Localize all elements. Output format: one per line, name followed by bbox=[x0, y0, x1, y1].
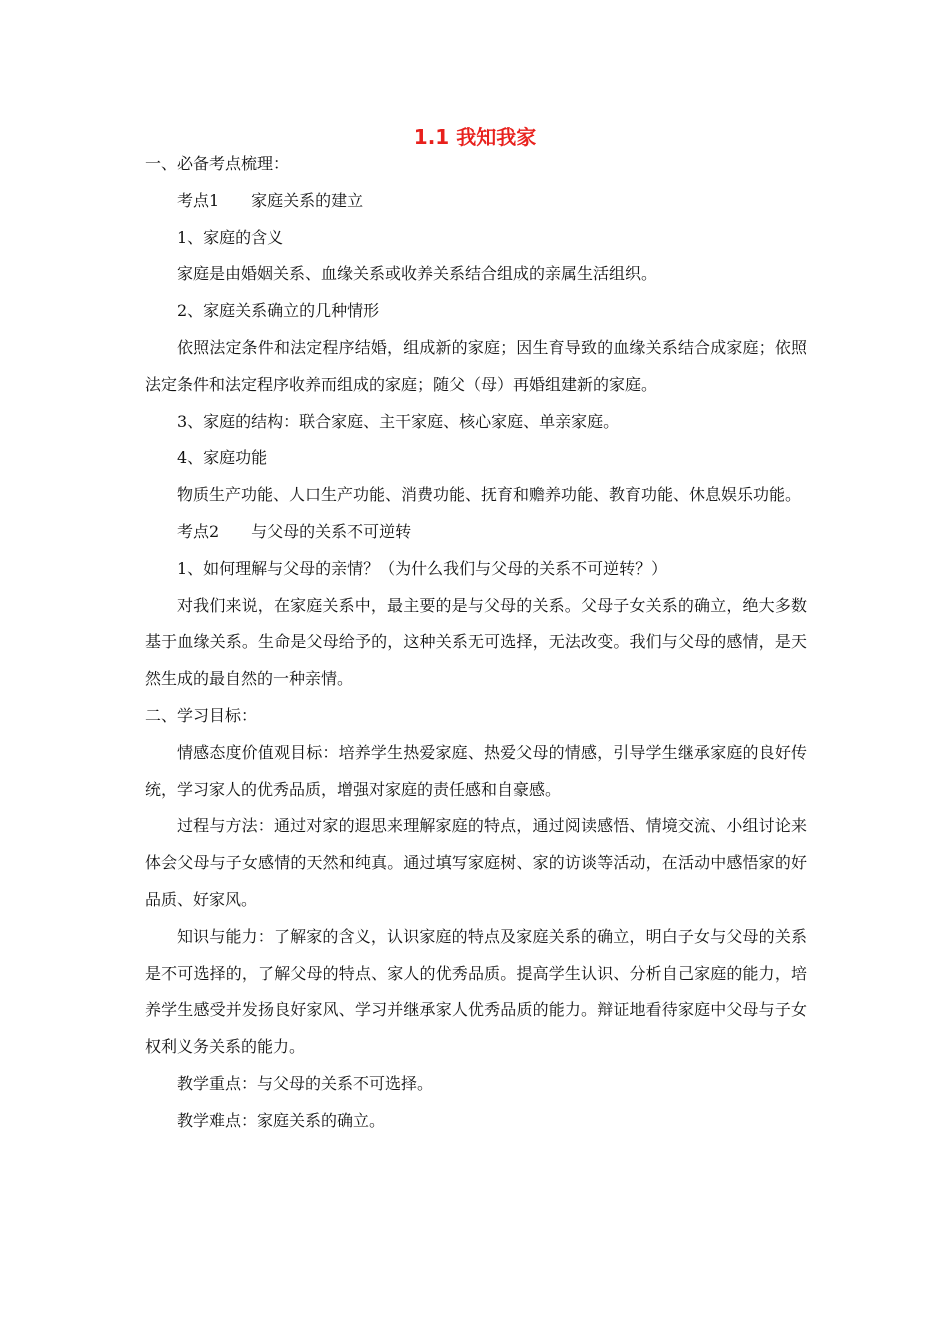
paragraph-knowledge-ability: 知识与能力：了解家的含义，认识家庭的特点及家庭关系的确立，明白子女与父母的关系是不可选择的，了解父母的特点、家人的优秀品质。提高学生认识、分析自己家庭的能力，培养学生感受并发扬良好家风、学习并继承家人优秀品质的能力。辩证地看待家庭中父母与子女权利义务关系的能力。 bbox=[145, 926, 807, 1057]
document-body bbox=[145, 146, 807, 1140]
paragraph-parent-relationship: 对我们来说，在家庭关系中，最主要的是与父母的关系。父母子女关系的确立，绝大多数基于血缘关系。生命是父母给予的，这种关系无可选择，无法改变。我们与父母的感情，是天然生成的最自然的一种亲情。 bbox=[145, 595, 807, 689]
exam-point-2-heading: 考点2 与父母的关系不可逆转 bbox=[177, 521, 412, 541]
paragraph-family-structure: 3、家庭的结构：联合家庭、主干家庭、核心家庭、单亲家庭。 bbox=[177, 411, 620, 431]
document-title: 1.1 我知我家 bbox=[413, 125, 537, 149]
paragraph-family-functions: 物质生产功能、人口生产功能、消费功能、抚育和赡养功能、教育功能、休息娱乐功能。 bbox=[177, 485, 802, 505]
paragraph-family-definition: 家庭是由婚姻关系、血缘关系或收养关系结合组成的亲属生活组织。 bbox=[177, 264, 658, 284]
paragraph-teaching-focus: 教学重点：与父母的关系不可选择。 bbox=[177, 1073, 434, 1093]
subheading-family-relationship-cases: 2、家庭关系确立的几种情形 bbox=[177, 301, 380, 321]
subheading-family-functions: 4、家庭功能 bbox=[177, 448, 268, 468]
paragraph-process-method: 过程与方法：通过对家的遐思来理解家庭的特点，通过阅读感悟、情境交流、小组讨论来体会父母与子女感情的天然和纯真。通过填写家庭树、家的访谈等活动，在活动中感悟家的好品质、好家风。 bbox=[145, 816, 807, 909]
section-heading-2: 二、学习目标： bbox=[145, 705, 258, 725]
exam-point-1-heading: 考点1 家庭关系的建立 bbox=[177, 190, 364, 210]
paragraph-emotion-goal: 情感态度价值观目标：培养学生热爱家庭、热爱父母的情感，引导学生继承家庭的良好传统，学习家人的优秀品质，增强对家庭的责任感和自豪感。 bbox=[145, 742, 807, 799]
paragraph-family-relationship-cases: 依照法定条件和法定程序结婚，组成新的家庭；因生育导致的血缘关系结合成家庭；依照法定条件和法定程序收养而组成的家庭；随父（母）再婚组建新的家庭。 bbox=[145, 337, 807, 394]
subheading-family-meaning: 1、家庭的含义 bbox=[177, 227, 284, 247]
subheading-parent-affection: 1、如何理解与父母的亲情？（为什么我们与父母的关系不可逆转？） bbox=[177, 558, 668, 578]
section-heading-1: 一、必备考点梳理： bbox=[145, 154, 290, 173]
paragraph-teaching-difficulty: 教学难点：家庭关系的确立。 bbox=[177, 1110, 386, 1130]
